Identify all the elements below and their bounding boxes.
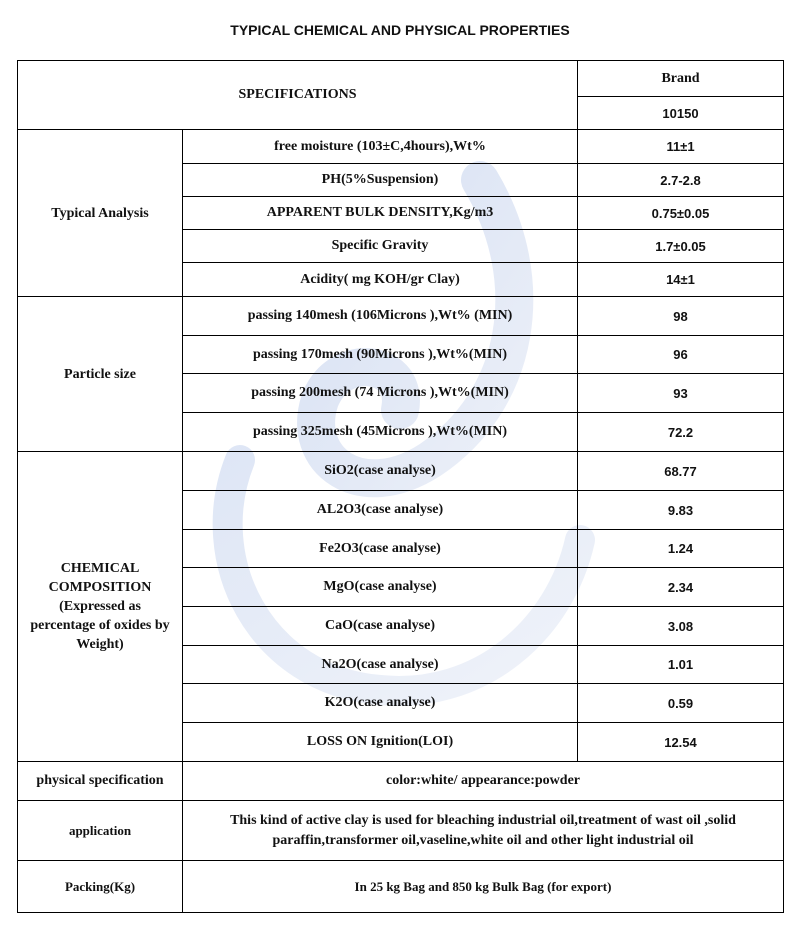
- row-label: MgO(case analyse): [183, 568, 578, 607]
- row-label: Acidity( mg KOH/gr Clay): [183, 263, 578, 297]
- brand-label: Brand: [578, 61, 784, 97]
- brand-value: 10150: [578, 97, 784, 130]
- row-value: 9.83: [578, 491, 784, 530]
- row-value: 93: [578, 374, 784, 413]
- packing-label: Packing(Kg): [18, 861, 183, 913]
- row-label: passing 200mesh (74 Microns ),Wt%(MIN): [183, 374, 578, 413]
- row-value: 2.7-2.8: [578, 164, 784, 197]
- row-value: 68.77: [578, 452, 784, 491]
- row-label: APPARENT BULK DENSITY,Kg/m3: [183, 197, 578, 230]
- application-text: [183, 801, 784, 861]
- application-line: paraffin,transformer oil,vaseline,white oil and other light industrial oil: [272, 832, 694, 848]
- application-label: application: [18, 801, 183, 861]
- row-label: LOSS ON Ignition(LOI): [183, 723, 578, 762]
- row-value: 96: [578, 336, 784, 374]
- group-name-line: Weight): [76, 637, 124, 652]
- group-name-line: (Expressed as: [59, 599, 141, 614]
- row-value: 1.7±0.05: [578, 230, 784, 263]
- row-label: PH(5%Suspension): [183, 164, 578, 197]
- row-value: 11±1: [578, 130, 784, 164]
- properties-table: [17, 60, 784, 913]
- row-label: CaO(case analyse): [183, 607, 578, 646]
- row-value: 98: [578, 297, 784, 336]
- physical-spec-value: color:white/ appearance:powder: [183, 762, 784, 801]
- row-value: 12.54: [578, 723, 784, 762]
- group-name-line: CHEMICAL: [60, 561, 140, 576]
- row-value: 3.08: [578, 607, 784, 646]
- row-label: K2O(case analyse): [183, 684, 578, 723]
- row-value: 1.01: [578, 646, 784, 684]
- row-value: 0.75±0.05: [578, 197, 784, 230]
- row-label: SiO2(case analyse): [183, 452, 578, 491]
- application-line: This kind of active clay is used for bleaching industrial oil,treatment of wast oil ,solid: [230, 812, 736, 828]
- row-label: AL2O3(case analyse): [183, 491, 578, 530]
- packing-value: In 25 kg Bag and 850 kg Bulk Bag (for export): [183, 861, 784, 913]
- specifications-header: SPECIFICATIONS: [18, 61, 578, 130]
- row-value: 72.2: [578, 413, 784, 452]
- row-value: 14±1: [578, 263, 784, 297]
- row-label: passing 170mesh (90Microns ),Wt%(MIN): [183, 336, 578, 374]
- group-chemical-composition: [18, 452, 183, 762]
- row-label: passing 140mesh (106Microns ),Wt% (MIN): [183, 297, 578, 336]
- row-label: Na2O(case analyse): [183, 646, 578, 684]
- row-label: passing 325mesh (45Microns ),Wt%(MIN): [183, 413, 578, 452]
- group-name-line: COMPOSITION: [48, 580, 152, 595]
- row-value: 2.34: [578, 568, 784, 607]
- row-value: 1.24: [578, 530, 784, 568]
- row-label: free moisture (103±C,4hours),Wt%: [183, 130, 578, 164]
- row-label: Specific Gravity: [183, 230, 578, 263]
- physical-spec-label: physical specification: [18, 762, 183, 801]
- group-typical-analysis: Typical Analysis: [18, 130, 183, 297]
- group-name-line: percentage of oxides by: [30, 618, 170, 633]
- row-value: 0.59: [578, 684, 784, 723]
- row-label: Fe2O3(case analyse): [183, 530, 578, 568]
- group-particle-size: Particle size: [18, 297, 183, 452]
- page-title: TYPICAL CHEMICAL AND PHYSICAL PROPERTIES: [230, 22, 570, 38]
